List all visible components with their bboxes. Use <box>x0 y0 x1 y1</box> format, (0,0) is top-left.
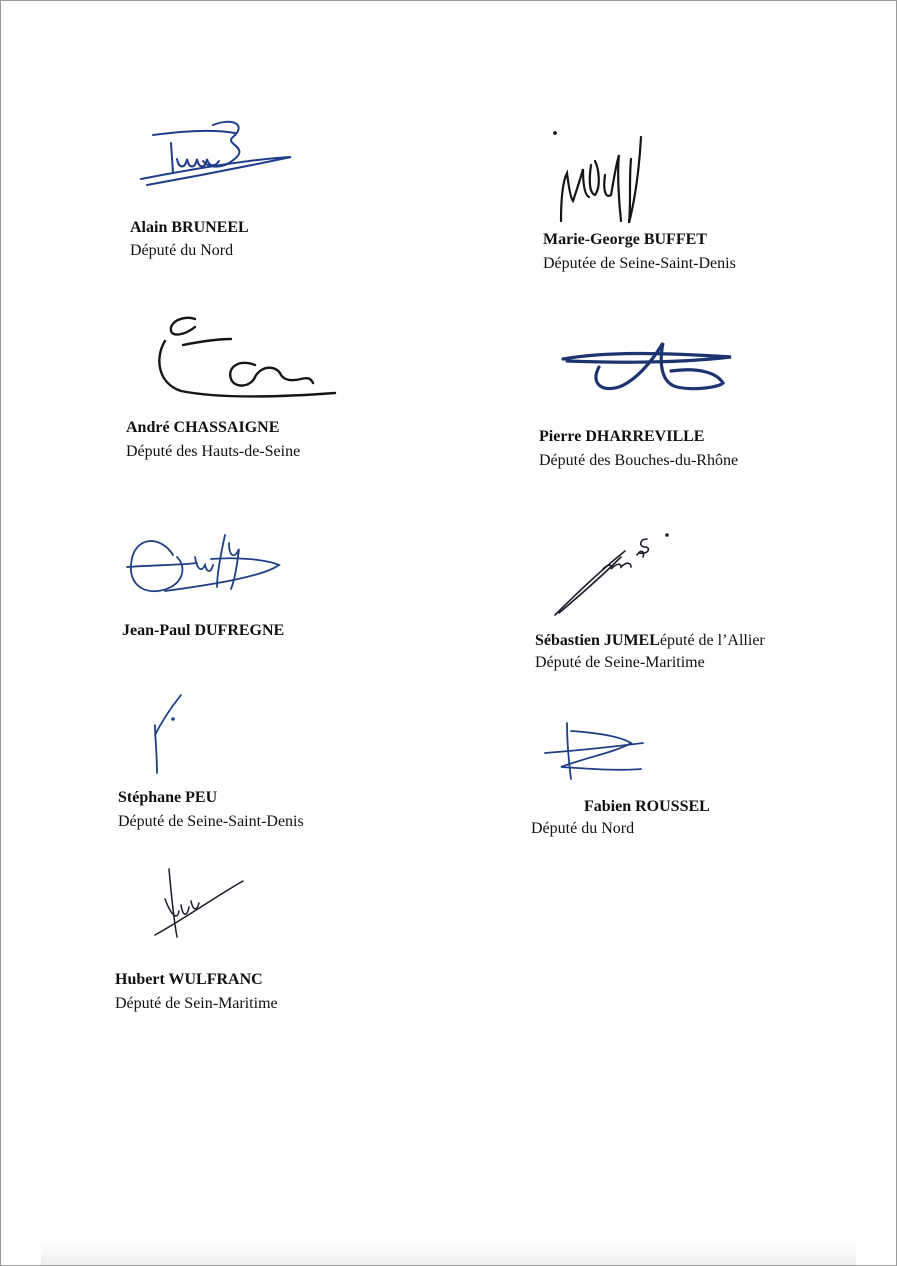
signature-bruneel <box>133 113 303 193</box>
signatory-role: Député de Seine-Saint-Denis <box>118 813 304 830</box>
signatory-name <box>535 632 765 650</box>
signature-peu <box>147 691 187 777</box>
signatory-role: Député du Nord <box>130 242 234 259</box>
signature-wulfranc <box>151 865 251 941</box>
signatory-role: Député du Nord <box>531 820 635 837</box>
signature-chassaigne <box>151 311 346 406</box>
signatory-name-overlap-text: éputé de l’Allier <box>659 632 765 649</box>
signatory-name: Hubert WULFRANC <box>115 971 263 988</box>
signature-jumel <box>551 529 676 621</box>
signatory-name: Marie-George BUFFET <box>543 231 707 248</box>
signatory-role: Député de Sein-Maritime <box>115 995 278 1012</box>
signatory-name: André CHASSAIGNE <box>126 419 280 436</box>
signatory-name: Fabien ROUSSEL <box>584 798 710 815</box>
signatory-name: Alain BRUNEEL <box>130 219 249 236</box>
signatory-name: Stéphane PEU <box>118 789 218 806</box>
signatory-name-bold: Sébastien JUMEL <box>535 632 660 649</box>
signatory-role: Député de Seine-Maritime <box>535 654 705 671</box>
signatory-role: Députée de Seine-Saint-Denis <box>543 255 736 272</box>
signatory-name: Pierre DHARREVILLE <box>539 428 705 445</box>
page-bottom-shadow <box>41 1243 856 1265</box>
signatory-role: Député des Bouches-du-Rhône <box>539 452 739 469</box>
signatory-name: Jean-Paul DUFREGNE <box>122 622 285 639</box>
signature-dufregne <box>125 529 287 601</box>
signature-roussel <box>541 719 651 783</box>
signatory-role: Député des Hauts-de-Seine <box>126 443 301 460</box>
signature-dharreville <box>559 333 739 403</box>
signature-buffet <box>549 129 659 229</box>
